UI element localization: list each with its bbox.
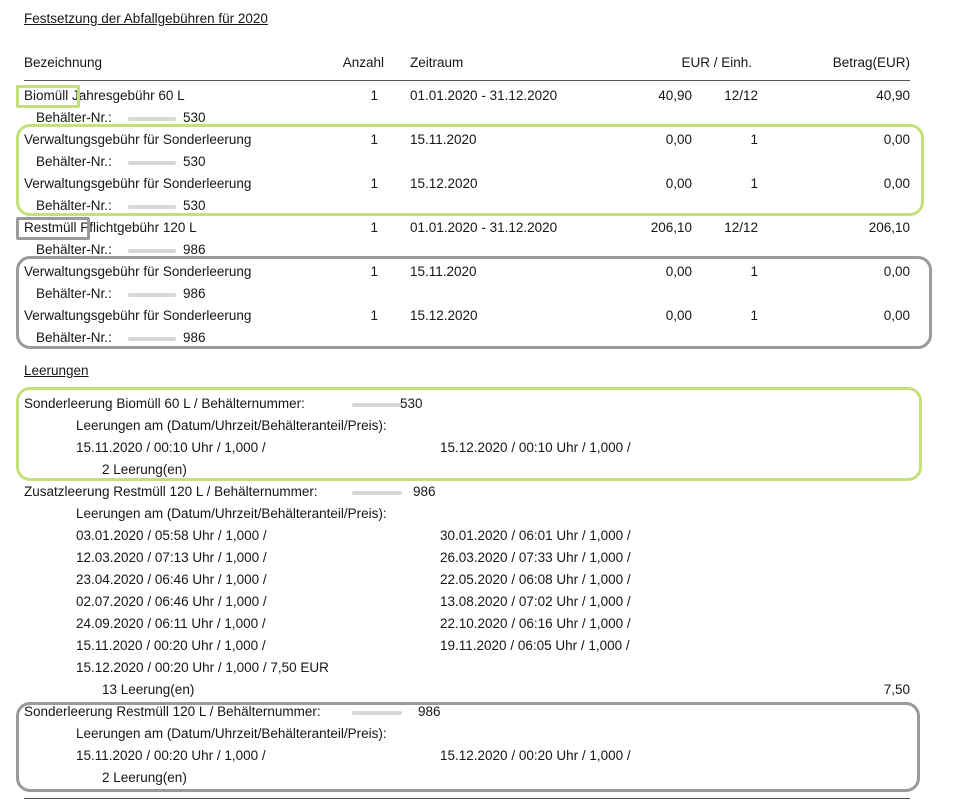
waste-type-label: Biomüll bbox=[24, 88, 69, 103]
leerung-entry: 26.03.2020 / 07:33 Uhr / 1,000 / bbox=[440, 550, 631, 565]
redacted-number bbox=[128, 117, 176, 121]
row-zeitraum: 15.12.2020 bbox=[410, 308, 478, 323]
leerung-count: 13 Leerung(en) bbox=[102, 682, 195, 697]
highlight-restmuell-sonderleerungen bbox=[16, 702, 920, 792]
leerung-entry: 24.09.2020 / 06:11 Uhr / 1,000 / bbox=[76, 616, 266, 631]
highlight-restmuell-label bbox=[16, 217, 90, 240]
header-zeitraum: Zeitraum bbox=[410, 55, 464, 70]
leerung-title: Zusatzleerung Restmüll 120 L / Behälternummer: bbox=[24, 484, 318, 499]
row-betrag: 206,10 bbox=[868, 220, 910, 235]
leerung-entry: 02.07.2020 / 06:46 Uhr / 1,000 / bbox=[76, 594, 267, 609]
row-anzahl: 1 bbox=[370, 176, 378, 191]
row-eur: 0,00 bbox=[665, 308, 692, 323]
header-rule bbox=[24, 80, 910, 81]
row-eur: 40,90 bbox=[658, 88, 692, 103]
row-eur: 0,00 bbox=[665, 264, 692, 279]
row-zeitraum: 01.01.2020 - 31.12.2020 bbox=[410, 220, 558, 235]
behaelter-nr: 986 bbox=[183, 286, 206, 301]
leerung-entry: 19.11.2020 / 06:05 Uhr / 1,000 / bbox=[440, 638, 630, 653]
leerung-entry: 15.12.2020 / 00:20 Uhr / 1,000 / bbox=[440, 748, 631, 763]
row-anzahl: 1 bbox=[370, 220, 378, 235]
row-anzahl: 1 bbox=[370, 264, 378, 279]
row-zeitraum: 01.01.2020 - 31.12.2020 bbox=[410, 88, 558, 103]
bottom-rule bbox=[24, 798, 910, 799]
behaelter-label: Behälter-Nr.: bbox=[36, 242, 112, 257]
leerung-total: 7,50 bbox=[883, 682, 910, 697]
header-eur-einh: EUR / Einh. bbox=[681, 55, 752, 70]
row-label: Verwaltungsgebühr für Sonderleerung bbox=[24, 176, 252, 191]
document-title: Festsetzung der Abfallgebühren für 2020 bbox=[24, 11, 268, 26]
header-betrag: Betrag(EUR) bbox=[832, 55, 910, 70]
row-betrag: 0,00 bbox=[883, 264, 910, 279]
row-label: Verwaltungsgebühr für Sonderleerung bbox=[24, 308, 252, 323]
leerung-entry: 12.03.2020 / 07:13 Uhr / 1,000 / bbox=[76, 550, 267, 565]
leerung-entry: 03.01.2020 / 05:58 Uhr / 1,000 / bbox=[76, 528, 267, 543]
leerung-entry: 15.12.2020 / 00:10 Uhr / 1,000 / bbox=[440, 440, 631, 455]
highlight-biomuell-sonderleerung bbox=[16, 124, 924, 216]
row-label: Pflichtgebühr 120 L bbox=[76, 220, 197, 235]
row-label: Verwaltungsgebühr für Sonderleerung bbox=[24, 132, 252, 147]
behaelter-nr: 530 bbox=[183, 198, 206, 213]
row-einh: 1 bbox=[750, 264, 758, 279]
behaelter-label: Behälter-Nr.: bbox=[36, 286, 112, 301]
leerung-entry: 15.11.2020 / 00:10 Uhr / 1,000 / bbox=[76, 440, 266, 455]
row-einh: 12/12 bbox=[724, 220, 758, 235]
row-eur: 0,00 bbox=[665, 176, 692, 191]
leerung-title: Sonderleerung Biomüll 60 L / Behälternummer: bbox=[24, 396, 305, 411]
behaelter-nummer: 530 bbox=[400, 396, 423, 411]
row-betrag: 40,90 bbox=[876, 88, 910, 103]
row-betrag: 0,00 bbox=[883, 308, 910, 323]
behaelter-nr: 530 bbox=[183, 110, 206, 125]
behaelter-label: Behälter-Nr.: bbox=[36, 198, 112, 213]
header-bezeichnung: Bezeichnung bbox=[24, 55, 103, 70]
highlight-restmuell-sonderleerung bbox=[16, 256, 932, 349]
row-einh: 1 bbox=[750, 176, 758, 191]
behaelter-nr: 986 bbox=[183, 330, 206, 345]
row-betrag: 0,00 bbox=[883, 132, 910, 147]
leerung-entry: 30.01.2020 / 06:01 Uhr / 1,000 / bbox=[440, 528, 631, 543]
behaelter-nummer: 986 bbox=[413, 484, 436, 499]
row-anzahl: 1 bbox=[370, 132, 378, 147]
behaelter-nr: 530 bbox=[183, 154, 206, 169]
row-anzahl: 1 bbox=[370, 88, 378, 103]
row-einh: 1 bbox=[750, 132, 758, 147]
leerung-count: 2 Leerung(en) bbox=[102, 462, 187, 477]
leerung-intro: Leerungen am (Datum/Uhrzeit/Behälteranteil/Preis): bbox=[76, 726, 387, 741]
row-label: Verwaltungsgebühr für Sonderleerung bbox=[24, 264, 252, 279]
behaelter-label: Behälter-Nr.: bbox=[36, 110, 112, 125]
behaelter-label: Behälter-Nr.: bbox=[36, 330, 112, 345]
header-anzahl: Anzahl bbox=[342, 55, 384, 70]
highlight-biomuell-label bbox=[16, 85, 80, 108]
redacted-number bbox=[352, 491, 402, 495]
leerung-entry: 23.04.2020 / 06:46 Uhr / 1,000 / bbox=[76, 572, 267, 587]
leerung-entry: 15.11.2020 / 00:20 Uhr / 1,000 / bbox=[76, 638, 266, 653]
row-einh: 12/12 bbox=[724, 88, 758, 103]
row-betrag: 0,00 bbox=[883, 176, 910, 191]
redacted-number bbox=[128, 249, 176, 253]
row-eur: 0,00 bbox=[665, 132, 692, 147]
row-anzahl: 1 bbox=[370, 308, 378, 323]
leerung-entry: 22.10.2020 / 06:16 Uhr / 1,000 / bbox=[440, 616, 631, 631]
leerung-intro: Leerungen am (Datum/Uhrzeit/Behälteranteil/Preis): bbox=[76, 506, 387, 521]
leerung-entry: 15.12.2020 / 00:20 Uhr / 1,000 / 7,50 EUR bbox=[76, 660, 329, 675]
row-eur: 206,10 bbox=[650, 220, 692, 235]
behaelter-nummer: 986 bbox=[418, 704, 441, 719]
leerungen-heading: Leerungen bbox=[24, 363, 89, 378]
behaelter-nr: 986 bbox=[183, 242, 206, 257]
leerung-entry: 15.11.2020 / 00:20 Uhr / 1,000 / bbox=[76, 748, 266, 763]
leerung-intro: Leerungen am (Datum/Uhrzeit/Behälteranteil/Preis): bbox=[76, 418, 387, 433]
waste-type-label: Restmüll bbox=[24, 220, 77, 235]
row-zeitraum: 15.11.2020 bbox=[410, 132, 477, 147]
leerung-count: 2 Leerung(en) bbox=[102, 770, 187, 785]
highlight-biomuell-leerungen bbox=[16, 387, 922, 481]
behaelter-label: Behälter-Nr.: bbox=[36, 154, 112, 169]
row-label: Jahresgebühr 60 L bbox=[68, 88, 185, 103]
leerung-entry: 22.05.2020 / 06:08 Uhr / 1,000 / bbox=[440, 572, 631, 587]
leerung-entry: 13.08.2020 / 07:02 Uhr / 1,000 / bbox=[440, 594, 631, 609]
row-zeitraum: 15.12.2020 bbox=[410, 176, 478, 191]
row-einh: 1 bbox=[750, 308, 758, 323]
row-zeitraum: 15.11.2020 bbox=[410, 264, 477, 279]
leerung-title: Sonderleerung Restmüll 120 L / Behälternummer: bbox=[24, 704, 321, 719]
